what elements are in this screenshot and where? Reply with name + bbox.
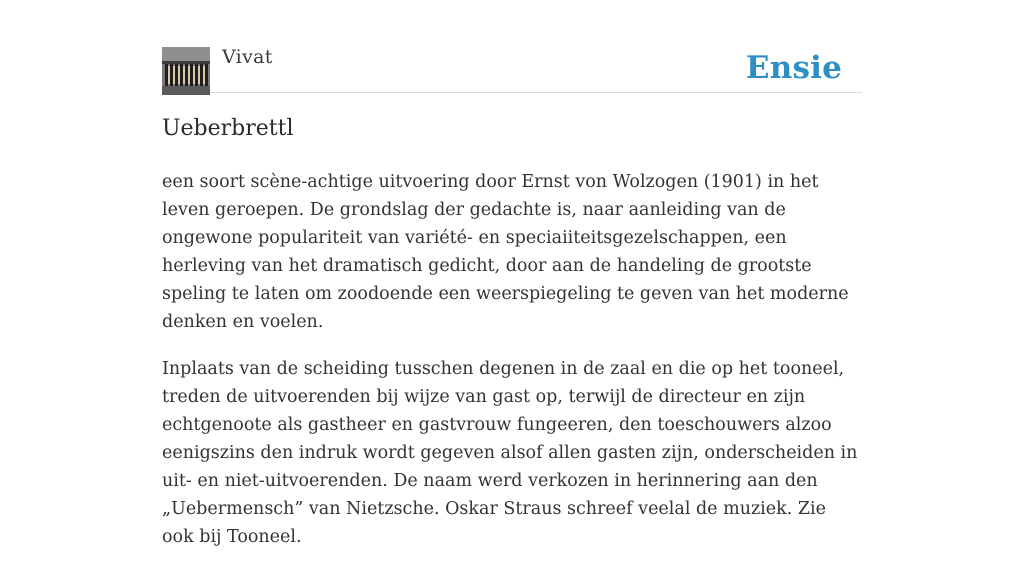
bookshelf-avatar-icon [162, 47, 210, 95]
article-paragraph: een soort scène-achtige uitvoering door Ernst von Wolzogen (1901) in het leven geroepen. De grondslag der gedachte is, naar aanleiding van de ongewone populariteit van variété- en speciaiiteitsgezelschappen, een herleving van het dramatisch gedicht, door aan de handeling de grootste speling te laten om zoodoende een weerspiegeling te geven van het moderne denken en voelen. [162, 172, 849, 332]
author-avatar[interactable] [162, 47, 210, 95]
header [162, 46, 862, 93]
article-body [162, 168, 862, 570]
brand-logo[interactable]: Ensie [745, 50, 842, 86]
article-title: Ueberbrettl [162, 116, 294, 141]
author-name[interactable]: Vivat [222, 46, 273, 68]
article-paragraph: Inplaats van de scheiding tusschen degenen in de zaal en die op het tooneel, treden de uitvoerenden bij wijze van gast op, terwijl de directeur en zijn echtgenoote als gastheer en gastvrouw fungeeren, den toeschouwers alzoo eenigszins den indruk wordt gegeven alsof allen gasten zijn, onderscheiden in uit- en niet-uitvoerenden. De naam werd verkozen in herinnering aan den „Uebermensch” van Nietzsche. Oskar Straus schreef veelal de muziek. Zie ook bij Tooneel. [162, 359, 858, 547]
